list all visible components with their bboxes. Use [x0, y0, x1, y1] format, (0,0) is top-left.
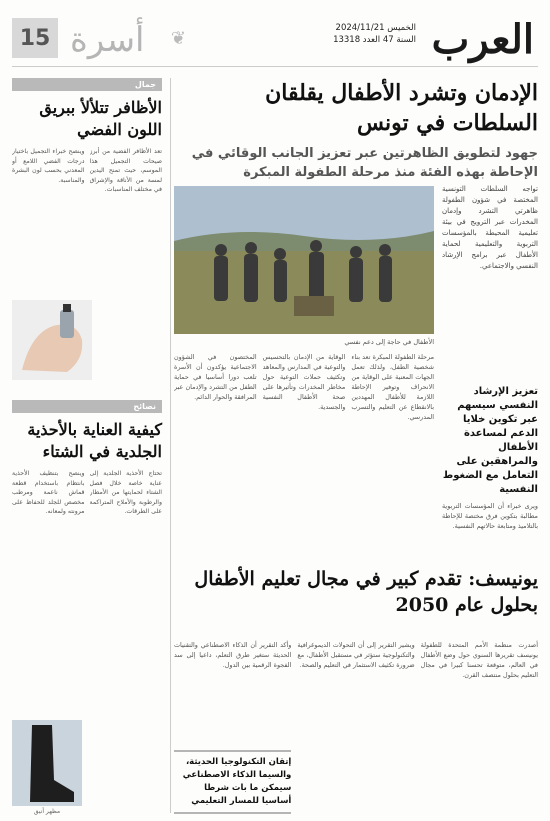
page-number: 15 — [12, 18, 58, 58]
boot-photo — [12, 720, 82, 806]
children-photo — [174, 186, 434, 334]
body-column: وأكد التقرير أن الذكاء الاصطناعي والتقنيات الحديثة ستغير طرق التعلم، داعيا إلى سد الفجوة الرقمية بين الدول. إتقان التكنولوجيا الحديثة، والسيما الذكاء الاصطناعي سيمكن ما بات شرطا أساسيا للمسار التعليمي — [174, 640, 291, 815]
body-column: الوقاية من الإدمان بالتحسيس والتوعية في المدارس والمعاهد وتكثيف حملات التوعية حول مخاطر المخدرات وتأثيرها على صحة الأطفال النفسية والجسدية. — [262, 353, 346, 411]
side-text: ويرى خبراء أن المؤسسات التربوية مطالبة بتكوين فرق مختصة للإحاطة بالتلاميذ ومتابعة حالاتهم النفسية. — [442, 502, 538, 530]
section-tag: نصائح — [12, 400, 162, 413]
issue-line: السنة 47 العدد 13318 — [333, 35, 416, 45]
unicef-story — [174, 566, 538, 618]
boots-story — [12, 400, 162, 719]
pull-quote: إتقان التكنولوجيا الحديثة، والسيما الذكاء الاصطناعي سيمكن ما بات شرطا أساسيا للمسار التعليمي — [174, 750, 291, 814]
date-line: الخميس 2024/11/21 — [335, 23, 416, 33]
section-title: أسرة — [70, 20, 145, 60]
nails-headline[interactable]: الأظافر تتلألأ ببريق اللون الفضي — [39, 98, 162, 139]
side-heading: تعزيز الإرشاد النفسي سيسهم عبر تكوين خلايا الدعم لمساعدة الأطفال والمراهقين على التعامل مع الضغوط النفسية — [442, 386, 538, 495]
unicef-body — [174, 640, 538, 815]
masthead — [12, 14, 538, 67]
main-subhead: جهود لتطويق الظاهرتين عبر تعزيز الجانب الوقائي في الإحاطة بهذه الفئة منذ مرحلة الطفولة المبكرة — [191, 146, 538, 180]
photo-caption: الأطفال في حاجة إلى دعم نفسي — [344, 338, 434, 346]
column-divider — [170, 78, 171, 813]
date-block — [333, 22, 416, 46]
nail-polish-photo — [12, 300, 92, 380]
body-column: تعد الأظافر الفضية من أبرز صيحات التجميل هذا الموسم، حيث تمنح اليدين لمسة من الأناقة والإشراق في مختلف المناسبات. — [89, 148, 162, 193]
lede-text: تواجه السلطات التونسية المختصة في شؤون الطفولة ظاهرتي التشرد وإدمان المخدرات عبر الترويج في بيئة تعليمية المحيطة بالمؤسسات التربوية والتعليمية لحماية الأطفال عبر برامج الإرشاد النفسي والاجتماعي. — [442, 185, 538, 270]
section-tag: جمال — [12, 78, 162, 91]
main-headline[interactable]: الإدمان وتشرد الأطفال يقلقان السلطات في تونس — [265, 80, 538, 136]
body-column: وينصح بتنظيف الأحذية بانتظام باستخدام قطعة قماش ناعمة ومرطب مخصص للجلد للحفاظ على مرونته ولمعانه. — [12, 470, 85, 515]
body-column: أصدرت منظمة الأمم المتحدة للطفولة يونيسف تقريرها السنوي حول وضع الأطفال في العالم، متوقعة تحسنا كبيرا في مجال التعليم بحلول منتصف القرن. — [420, 641, 538, 679]
feather-icon: ❦ — [170, 28, 186, 49]
body-column: مرحلة الطفولة المبكرة تعد بناء شخصية الطفل، ولذلك تعمل الجهات المعنية على الوقاية من الانحراف وتوفير الإحاطة اللازمة للأطفال المهددين بالانقطاع عن التعليم والتسرب المدرسي. — [351, 353, 434, 421]
unicef-headline[interactable]: يونيسف: تقدم كبير في مجال تعليم الأطفال بحلول عام 2050 — [194, 568, 538, 616]
body-column: تحتاج الأحذية الجلدية إلى عناية خاصة خلال فصل الشتاء لحمايتها من الأمطار والرطوبة والأملاح المتراكمة على الطرقات. — [89, 470, 162, 515]
main-body — [174, 352, 434, 557]
side-box — [442, 385, 538, 531]
boots-headline[interactable]: كيفية العناية بالأحذية الجلدية في الشتاء — [27, 420, 162, 461]
boot-caption: مظهر أنيق — [33, 808, 61, 815]
body-column: المختصون في الشؤون الاجتماعية يؤكدون أن الأسرة تلعب دورا أساسيا في حماية الطفل من التشرد والإدمان عبر المرافقة والحوار الدائم. — [173, 353, 257, 401]
body-column: وينصح خبراء التجميل باختيار درجات الفضي اللامع أو المعدني بحسب لون البشرة والمناسبة. — [12, 148, 85, 184]
newspaper-logo[interactable]: العرب — [431, 16, 534, 63]
main-story — [183, 78, 538, 192]
body-column: ويشير التقرير إلى أن التحولات الديموغرافية والتكنولوجية ستؤثر في مستقبل الأطفال، مع ضرورة تكثيف الاستثمار في التعليم والصحة. — [297, 641, 415, 669]
